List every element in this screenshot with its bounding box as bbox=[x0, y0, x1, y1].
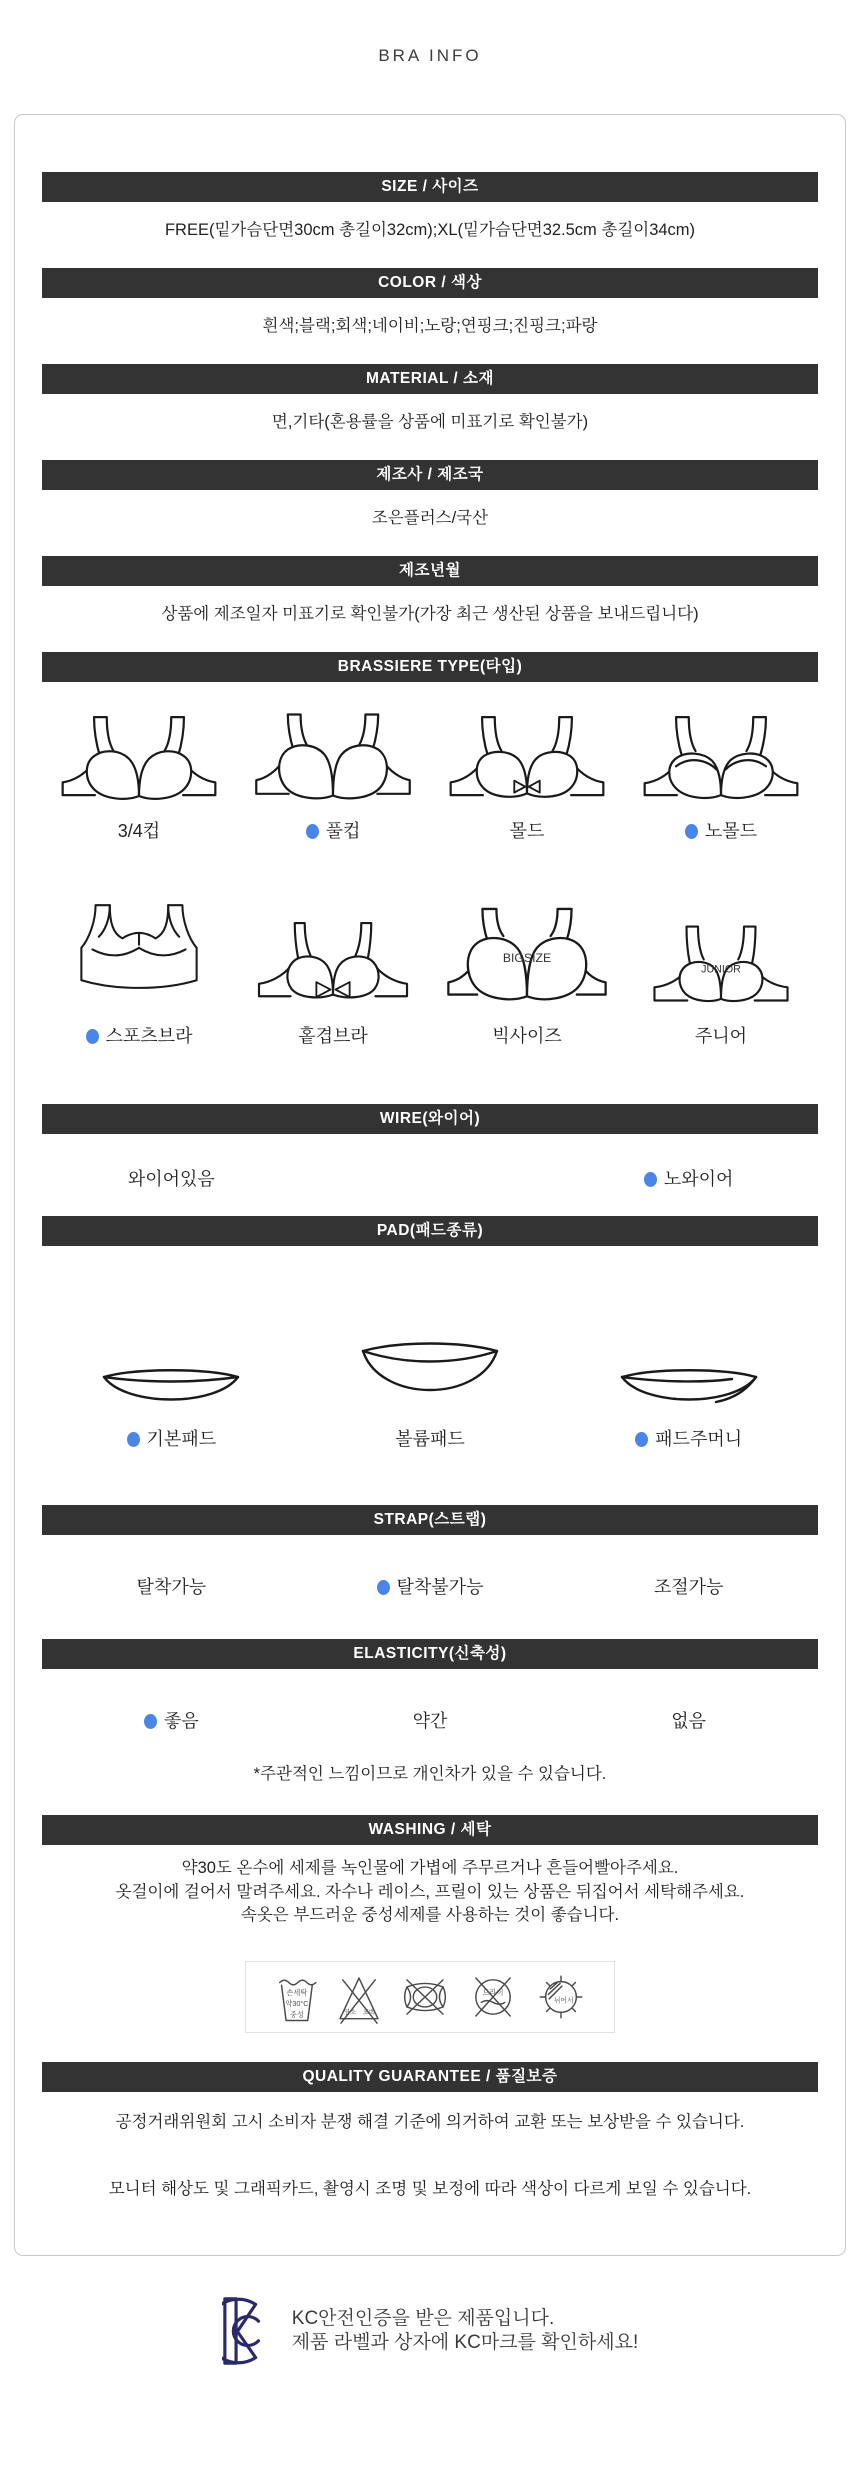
bra-sports-icon bbox=[64, 887, 214, 1012]
option-label: 없음 bbox=[671, 1711, 707, 1731]
elasticity-options bbox=[42, 1711, 818, 1732]
washing-line: 속옷은 부드러운 중성세제를 사용하는 것이 좋습니다. bbox=[240, 1906, 620, 1924]
section-header-wire: WIRE(와이어) bbox=[42, 1104, 818, 1134]
quality-line-2: 모니터 해상도 및 그래픽카드, 촬영시 조명 및 보정에 따라 색상이 다르게 보일 수 있습니다. bbox=[108, 2179, 752, 2198]
pad-option bbox=[635, 1429, 742, 1450]
bra-no-mold-icon bbox=[640, 707, 802, 807]
hand-wash-30c-icon bbox=[273, 1969, 319, 2025]
svg-text:중성: 중성 bbox=[289, 2009, 304, 2019]
option-label: 몰드 bbox=[509, 821, 545, 841]
color-value: 흰색;블랙;회색;네이비;노랑;연핑크;진핑크;파랑 bbox=[262, 317, 598, 335]
option-label: 기본패드 bbox=[146, 1429, 217, 1449]
selected-dot bbox=[377, 1580, 390, 1595]
svg-text:표백: 표백 bbox=[362, 2008, 376, 2016]
bra-bigsize-icon bbox=[444, 887, 610, 1012]
section-header-color: COLOR / 색상 bbox=[42, 268, 818, 298]
washing-line: 옷걸이에 걸어서 말려주세요. 자수나 레이스, 프릴이 있는 상품은 뒤집어서 세탁해주세요. bbox=[115, 1882, 745, 1901]
basic-pad-icon bbox=[96, 1321, 246, 1413]
bra-type-option bbox=[298, 1026, 368, 1047]
selected-dot bbox=[306, 824, 319, 839]
bra-type-no-mold bbox=[624, 707, 818, 842]
bra-single-layer-icon bbox=[254, 887, 412, 1012]
pad-option bbox=[127, 1429, 217, 1450]
strap-option-detachable bbox=[42, 1577, 301, 1598]
pad-pocket bbox=[559, 1321, 818, 1450]
bra-type-option bbox=[510, 821, 545, 842]
pad-pocket-icon bbox=[614, 1321, 764, 1413]
bra-type-option bbox=[492, 1026, 562, 1047]
bra-type-sports bbox=[42, 887, 236, 1047]
wire-option-with bbox=[42, 1169, 301, 1190]
svg-text:손세탁: 손세탁 bbox=[286, 1987, 308, 1997]
option-label: 와이어있음 bbox=[127, 1169, 215, 1189]
washing-instructions bbox=[42, 1857, 818, 1928]
strap-options bbox=[42, 1577, 818, 1598]
svg-text:염소: 염소 bbox=[343, 2008, 357, 2016]
option-label: 약간 bbox=[412, 1711, 448, 1731]
bra-type-bigsize bbox=[430, 887, 624, 1047]
section-header-washing: WASHING / 세탁 bbox=[42, 1815, 818, 1845]
section-header-material: MATERIAL / 소재 bbox=[42, 364, 818, 394]
dry-flat-shade-icon bbox=[535, 1969, 587, 2025]
option-label: 홑겹브라 bbox=[298, 1026, 368, 1046]
bra-type-junior bbox=[624, 887, 818, 1047]
section-header-strap: STRAP(스트랩) bbox=[42, 1505, 818, 1535]
option-label: 노몰드 bbox=[704, 821, 758, 841]
kc-text bbox=[292, 2307, 638, 2355]
kc-certification bbox=[0, 2296, 860, 2366]
wire-option-no-wire bbox=[559, 1169, 818, 1190]
bra-type-option bbox=[118, 821, 160, 842]
section-header-made-date: 제조년월 bbox=[42, 556, 818, 586]
option-label: 노와이어 bbox=[663, 1169, 734, 1189]
section-header-elasticity: ELASTICITY(신축성) bbox=[42, 1639, 818, 1669]
pad-option bbox=[395, 1429, 465, 1450]
elasticity-option-slight bbox=[301, 1711, 560, 1732]
bra-type-full-cup bbox=[236, 707, 430, 842]
wire-options bbox=[42, 1169, 818, 1190]
wire-option-spacer bbox=[301, 1169, 560, 1190]
section-header-size: SIZE / 사이즈 bbox=[42, 172, 818, 202]
bra-junior-icon bbox=[642, 887, 800, 1012]
section-header-manufacturer: 제조사 / 제조국 bbox=[42, 460, 818, 490]
option-label: 주니어 bbox=[694, 1026, 748, 1046]
bra-junior-overlay-text: JUNIOR bbox=[701, 963, 741, 976]
kc-mark-icon bbox=[222, 2296, 266, 2366]
bra-type-option bbox=[695, 1026, 747, 1047]
bra-type-row-1 bbox=[42, 707, 818, 842]
selected-dot bbox=[635, 1432, 648, 1447]
section-header-pad: PAD(패드종류) bbox=[42, 1216, 818, 1246]
selected-dot bbox=[144, 1714, 157, 1729]
option-label: 탈착불가능 bbox=[396, 1577, 484, 1597]
svg-text:뉘어서: 뉘어서 bbox=[553, 1996, 574, 2004]
product-info-box bbox=[14, 114, 846, 2256]
option-label: 패드주머니 bbox=[655, 1429, 743, 1449]
bra-type-option bbox=[306, 821, 361, 842]
option-label: 조절가능 bbox=[653, 1577, 724, 1597]
washing-line: 약30도 온수에 세제를 녹인물에 가볍에 주무르거나 흔들어빨아주세요. bbox=[181, 1859, 679, 1877]
no-bleach-icon bbox=[336, 1969, 382, 2025]
section-header-type: BRASSIERE TYPE(타입) bbox=[42, 652, 818, 682]
selected-dot bbox=[685, 824, 698, 839]
bra-type-mold bbox=[430, 707, 624, 842]
elasticity-note: *주관적인 느낌이므로 개인차가 있을 수 있습니다. bbox=[253, 1765, 607, 1783]
bra-full-cup-icon bbox=[252, 707, 414, 807]
no-wring-icon bbox=[399, 1969, 451, 2025]
pad-basic bbox=[42, 1321, 301, 1450]
material-value: 면,기타(혼용률을 상품에 미표기로 확인불가) bbox=[271, 413, 589, 431]
svg-text:약30°C: 약30°C bbox=[285, 1998, 309, 2008]
pad-options bbox=[42, 1321, 818, 1450]
selected-dot bbox=[127, 1432, 140, 1447]
made-date-value: 상품에 제조일자 미표기로 확인불가(가장 최근 생산된 상품을 보내드립니다) bbox=[161, 605, 699, 623]
quality-line-1: 공정거래위원회 고시 소비자 분쟁 해결 기준에 의거하여 교환 또는 보상받을 수 있습니다. bbox=[115, 2112, 745, 2131]
option-label: 3/4컵 bbox=[117, 821, 161, 841]
bra-bigsize-overlay-text: BIGSIZE bbox=[502, 951, 552, 966]
bra-type-option bbox=[685, 821, 757, 842]
volume-pad-icon bbox=[355, 1321, 505, 1413]
bra-type-single-layer bbox=[236, 887, 430, 1047]
option-label: 탈착가능 bbox=[136, 1577, 207, 1597]
option-label: 스포츠브라 bbox=[105, 1026, 193, 1046]
page-title: BRA INFO bbox=[378, 46, 482, 65]
selected-dot bbox=[86, 1029, 99, 1044]
option-label: 빅사이즈 bbox=[492, 1026, 562, 1046]
kc-line: KC안전인증을 받은 제품입니다. bbox=[291, 2307, 555, 2329]
option-label: 풀컵 bbox=[325, 821, 361, 841]
bra-type-3-4-cup bbox=[42, 707, 236, 842]
elasticity-option-good bbox=[42, 1711, 301, 1732]
elasticity-option-none bbox=[559, 1711, 818, 1732]
bra-type-row-2 bbox=[42, 887, 818, 1047]
strap-option-adjustable bbox=[559, 1577, 818, 1598]
strap-option-non-detachable bbox=[301, 1577, 560, 1598]
bra-mold-icon bbox=[446, 707, 608, 807]
section-header-quality: QUALITY GUARANTEE / 품질보증 bbox=[42, 2062, 818, 2092]
pad-volume bbox=[301, 1321, 560, 1450]
care-symbols-box bbox=[245, 1961, 615, 2033]
option-label: 좋음 bbox=[163, 1711, 199, 1731]
size-value: FREE(밑가슴단면30cm 총길이32cm);XL(밑가슴단면32.5cm 총길이34cm) bbox=[164, 221, 696, 239]
bra-type-option bbox=[86, 1026, 193, 1047]
bra-3-4-cup-icon bbox=[58, 707, 220, 807]
selected-dot bbox=[644, 1172, 657, 1187]
option-label: 볼륨패드 bbox=[395, 1429, 465, 1449]
no-dry-clean-icon bbox=[468, 1969, 518, 2025]
kc-line: 제품 라벨과 상자에 KC마크를 확인하세요! bbox=[291, 2331, 639, 2353]
svg-text:드라이: 드라이 bbox=[482, 1987, 504, 1997]
manufacturer-value: 조은플러스/국산 bbox=[371, 509, 489, 527]
